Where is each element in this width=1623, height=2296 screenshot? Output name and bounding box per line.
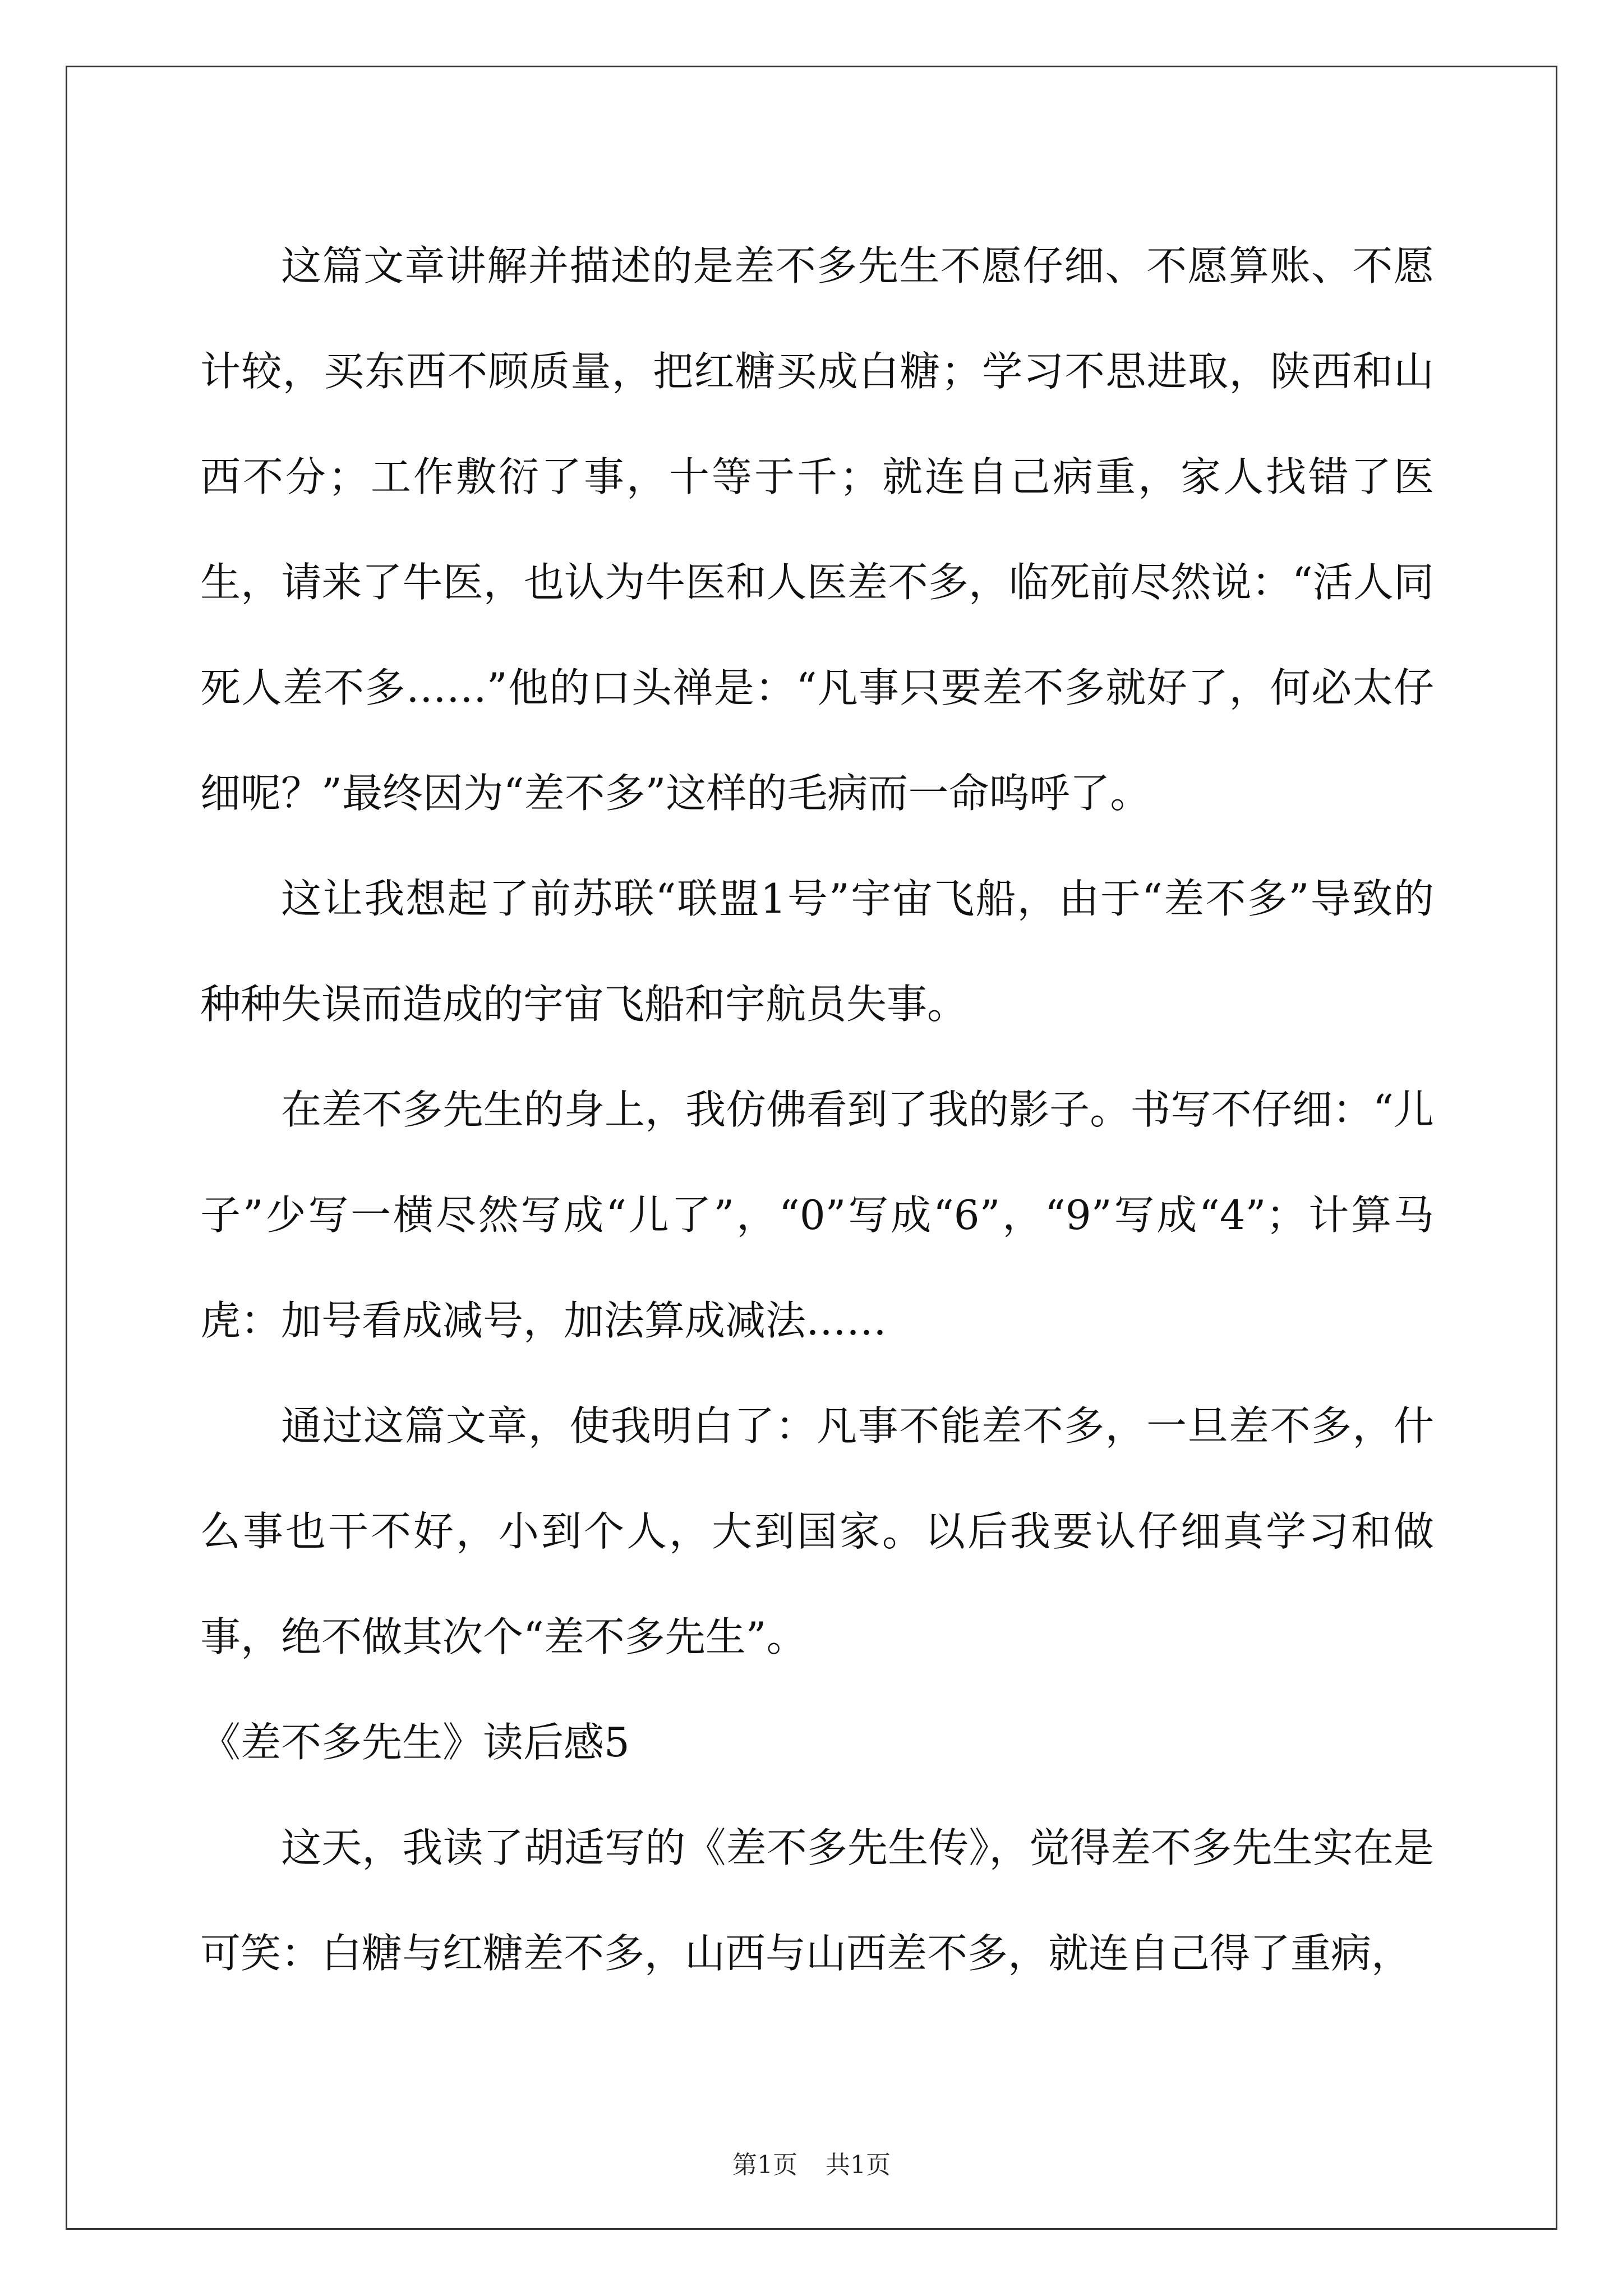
- page-total: 共1页: [826, 2151, 891, 2179]
- document-body: [200, 213, 1434, 2006]
- page-number: 第1页: [732, 2151, 797, 2179]
- page-footer: [0, 2148, 1623, 2182]
- section-heading: 《差不多先生》读后感5: [200, 1719, 630, 1766]
- paragraph-5: 这天，我读了胡适写的《差不多先生传》，觉得差不多先生实在是可笑：白糖与红糖差不多，山西与山西差不多，就连自己得了重病，: [200, 1824, 1434, 1977]
- paragraph-3: 在差不多先生的身上，我仿佛看到了我的影子。书写不仔细：“儿子”少写一横尽然写成“儿了”，“0”写成“6”，“9”写成“4”；计算马虎：加号看成减号，加法算成减法……: [200, 1086, 1434, 1344]
- paragraph-2: 这让我想起了前苏联“联盟1号”宇宙飞船，由于“差不多”导致的种种失误而造成的宇宙飞船和宇航员失事。: [200, 875, 1434, 1028]
- paragraph-4: 通过这篇文章，使我明白了：凡事不能差不多，一旦差不多，什么事也干不好，小到个人，大到国家。以后我要认仔细真学习和做事，绝不做其次个“差不多先生”。: [200, 1402, 1434, 1660]
- paragraph-1: 这篇文章讲解并描述的是差不多先生不愿仔细、不愿算账、不愿计较，买东西不顾质量，把红糖买成白糖；学习不思进取，陕西和山西不分；工作敷衍了事，十等于千；就连自己病重，家人找错了医生，请来了牛医，也认为牛医和人医差不多，临死前尽然说：“活人同死人差不多……”他的口头禅是：“凡事只要差不多就好了，何必太仔细呢？”最终因为“差不多”这样的毛病而一命呜呼了。: [200, 242, 1434, 817]
